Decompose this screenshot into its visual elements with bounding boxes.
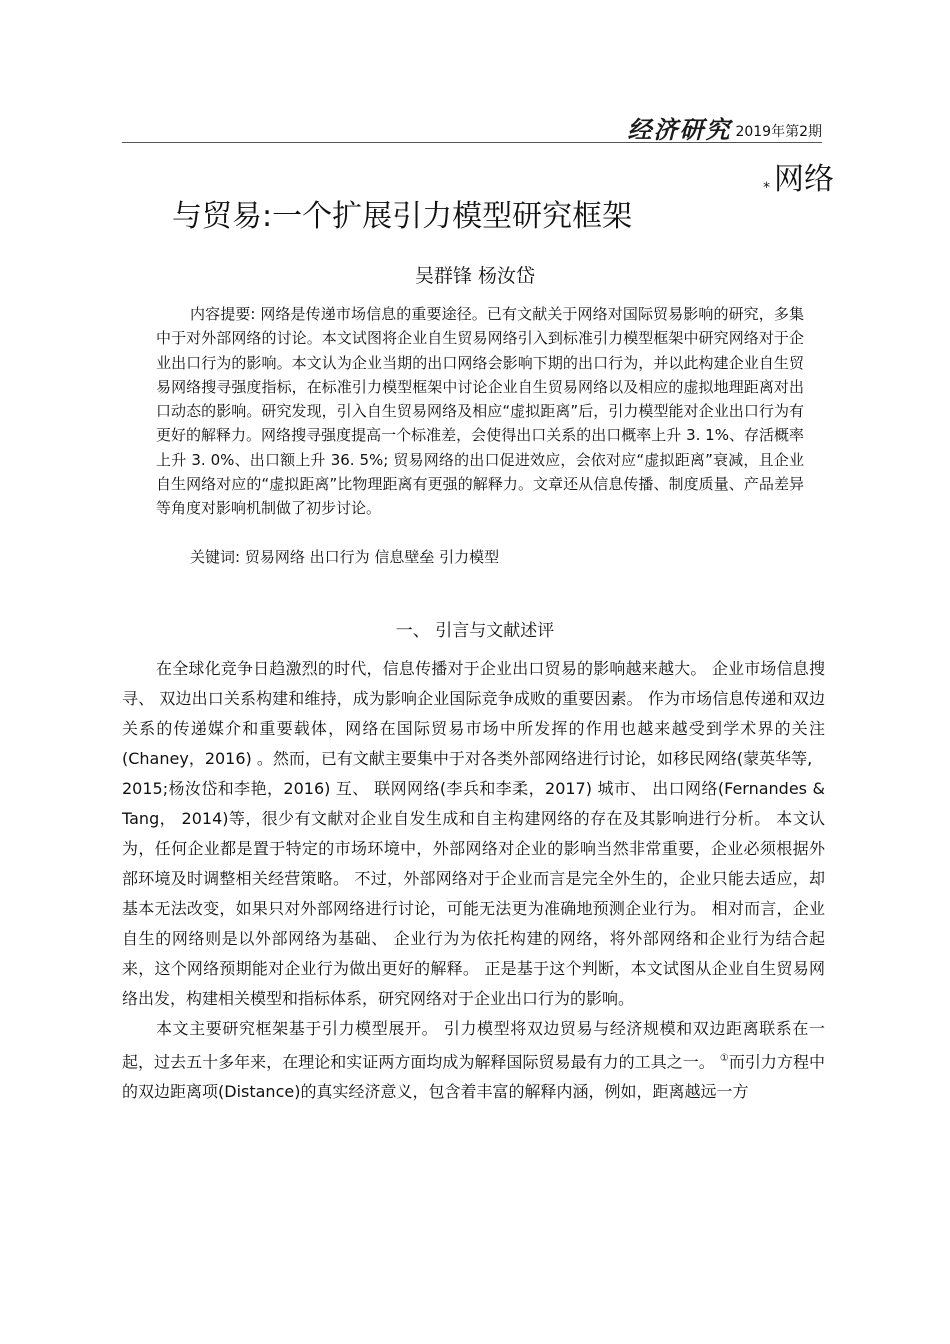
abstract: 内容提要: 网络是传递市场信息的重要途径。已有文献关于网络对国际贸易影响的研究，多集中于对外部网络的讨论。本文试图将企业自生贸易网络引入到标准引力模型框架中研究网络对于企业出口行为的影响。本文认为企业当期的出口网络会影响下期的出口行为，并以此构建企业自生贸易网络搜寻强度指标，在标准引力模型框架中讨论企业自生贸易网络以及相应的虚拟地理距离对出口动态的影响。研究发现，引入自生贸易网络及相应“虚拟距离”后，引力模型能对企业出口行为有更好的解释力。网络搜寻强度提高一个标准差，会使得出口关系的出口概率上升 3. 1%、存活概率上升 3. 0%、出口额上升 36. 5%; 贸易网络的出口促进效应，会依对应“虚拟距离”衰减，且企业自生网络对应的“虚拟距离”比物理距离有更强的解释力。文章还从信息传播、制度质量、产品差异等角度对影响机制做了初步讨论。 — [156, 305, 804, 518]
section-heading: 一、 引言与文献述评 — [395, 621, 555, 641]
title-footnote-marker: * — [763, 180, 770, 196]
authors: 吴群锋 杨汝岱 — [414, 265, 536, 287]
title-line-1 — [763, 160, 834, 200]
paragraph-1: 在全球化竞争日趋激烈的时代，信息传播对于企业出口贸易的影响越来越大。 企业市场信息搜寻、 双边出口关系构建和维持，成为影响企业国际竞争成败的重要因素。 作为市场信息传递和双边关系的传递媒介和重要载体，网络在国际贸易市场中所发挥的作用也越来越受到学术界的关注 (Chaney，2016) 。然而，已有文献主要集中于对各类外部网络进行讨论，如移民网络(蒙英华等, — [122, 659, 825, 768]
title-line-2: 与贸易:一个扩展引力模型研究框架 — [172, 199, 633, 234]
body-text — [122, 654, 825, 1107]
journal-name: 经济研究 — [627, 115, 732, 144]
paragraph-3-part-b: 而引力方程中的双边距离项(Distance)的真实经济意义，包含着丰富的解释内涵，例如，距离越远一方 — [122, 1052, 825, 1102]
footnote-ref[interactable]: ① — [719, 1053, 729, 1064]
paragraph-3-part-a: 本文主要研究框架基于引力模型展开。 引力模型将双边贸易与经济规模和双边距离联系在一起，过去五十多年来，在理论和实证两方面均成为解释国际贸易最有力的工具之一。 — [122, 1019, 825, 1072]
keywords: 关键词: 贸易网络 出口行为 信息壁垒 引力模型 — [190, 548, 500, 566]
issue-number: 2019年第2期 — [735, 124, 822, 140]
running-header — [627, 116, 822, 144]
paragraph-2: 2015;杨汝岱和李艳，2016) 互、 联网网络(李兵和李柔，2017) 城市、 出口网络(Fernandes & Tang， 2014)等，很少有文献对企业自发生成和自主构建网络的存在及其影响进行分析。 本文认为，任何企业都是置于特定的市场环境中，外部网络对企业的影响当然非常重要，企业必须根据外部环境及时调整相关经营策略。 不过，外部网络对于企业而言是完全外生的，企业只能去适应，却基本无法改变，如果只对外部网络进行讨论，可能无法更为准确地预测企业行为。 相对而言，企业自生的网络则是以外部网络为基础、 企业行为为依托构建的网络，将外部网络和企业行为结合起来，这个网络预期能对企业行为做出更好的解释。 正是基于这个判断，本文试图从企业自生贸易网络出发，构建相关模型和指标体系，研究网络对于企业出口行为的影响。 — [122, 779, 825, 1008]
paragraph-3 — [122, 1014, 825, 1107]
title-text-1: 网络 — [774, 162, 834, 197]
header-rule — [122, 142, 822, 143]
